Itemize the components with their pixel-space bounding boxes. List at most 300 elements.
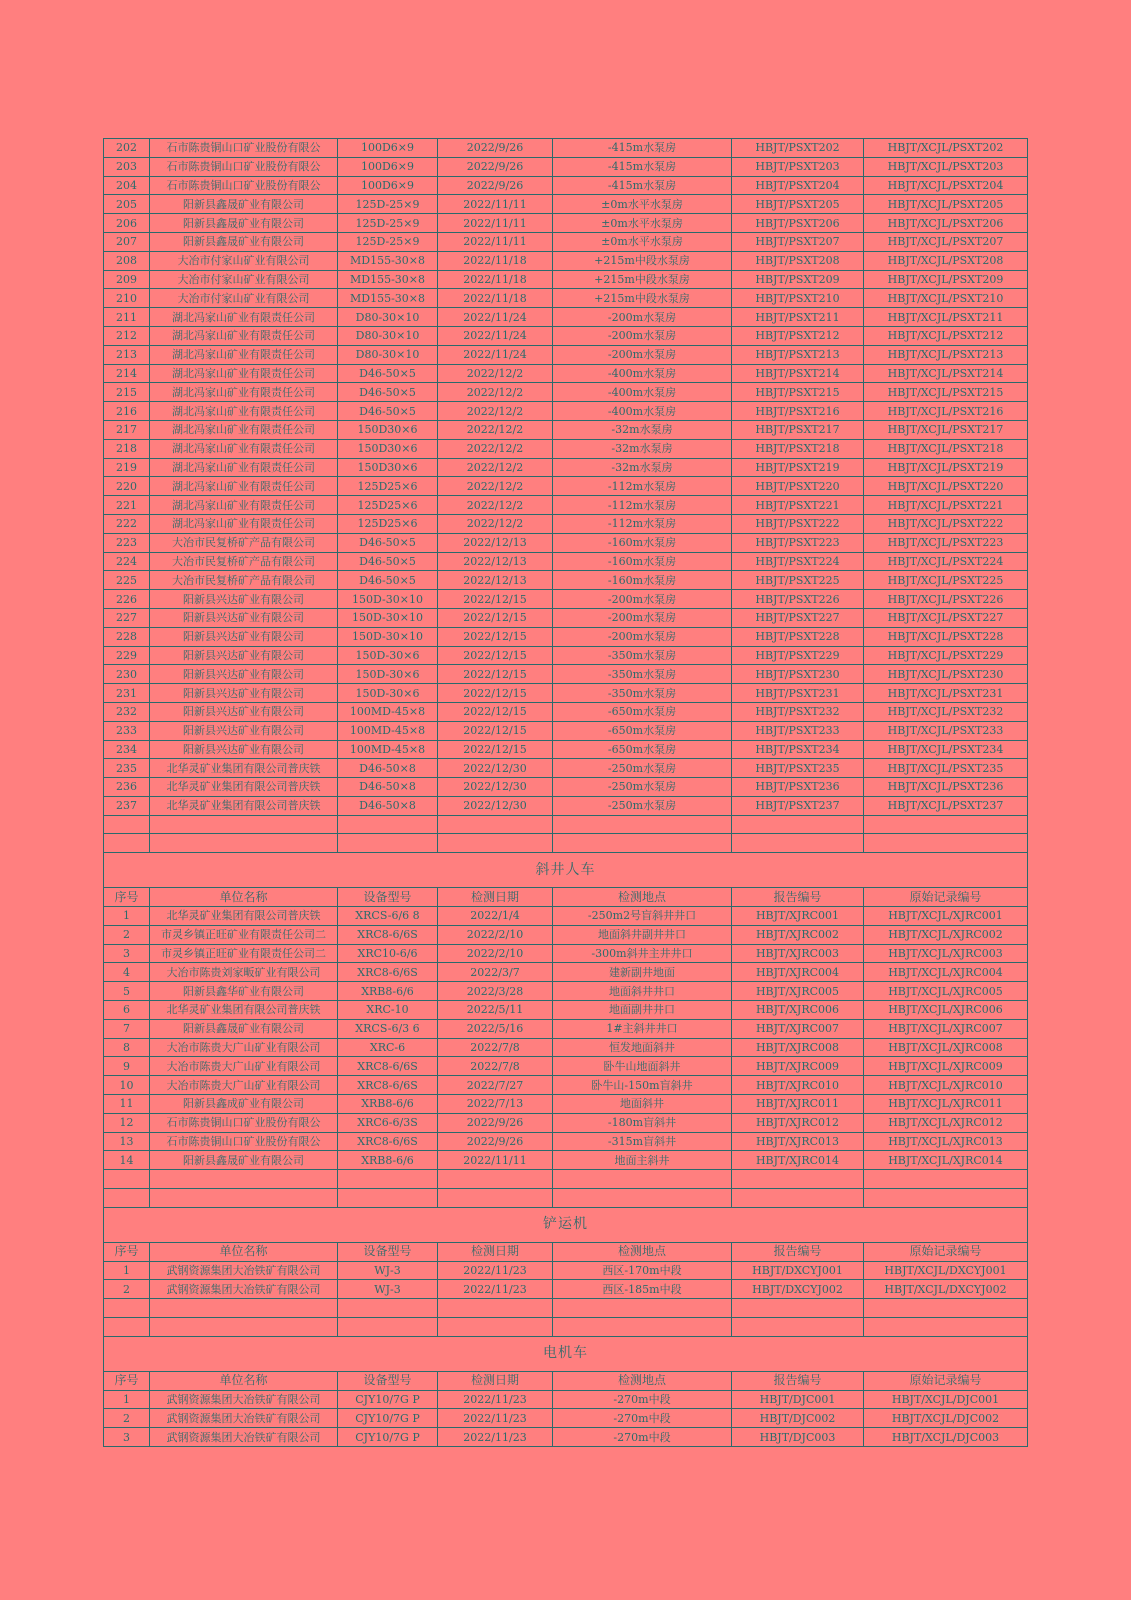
unit-name-cell: 石市陈贵铜山口矿业股份有限公 <box>150 176 338 195</box>
table-body <box>104 139 1028 1447</box>
location-cell: -32m水泵房 <box>553 458 732 477</box>
record-no-cell: HBJT/XCJL/XJRC005 <box>864 982 1028 1001</box>
unit-name-cell: 阳新县兴达矿业有限公司 <box>150 740 338 759</box>
report-no-cell: HBJT/PSXT212 <box>732 326 864 345</box>
record-no-cell: HBJT/XCJL/PSXT225 <box>864 571 1028 590</box>
unit-name-cell: 北华灵矿业集团有限公司普庆铁 <box>150 759 338 778</box>
empty-cell <box>438 1170 553 1189</box>
unit-name-cell: 市灵乡镇正旺矿业有限责任公司二 <box>150 925 338 944</box>
date-cell: 2022/11/23 <box>438 1428 553 1447</box>
seq-cell: 5 <box>104 982 150 1001</box>
model-cell: MD155-30×8 <box>338 289 438 308</box>
table-row <box>104 1428 1028 1447</box>
date-cell: 2022/9/26 <box>438 139 553 158</box>
table-row <box>104 1409 1028 1428</box>
model-cell: XRCS-6/3 6 <box>338 1019 438 1038</box>
model-cell: 125D-25×9 <box>338 232 438 251</box>
record-no-cell: HBJT/XCJL/PSXT226 <box>864 590 1028 609</box>
table-row <box>104 590 1028 609</box>
unit-name-cell: 石市陈贵铜山口矿业股份有限公 <box>150 139 338 158</box>
report-no-cell: HBJT/PSXT213 <box>732 345 864 364</box>
model-cell: CJY10/7G P <box>338 1409 438 1428</box>
empty-cell <box>864 815 1028 834</box>
seq-cell: 4 <box>104 963 150 982</box>
empty-cell <box>864 834 1028 853</box>
model-cell: XRC8-6/6S <box>338 925 438 944</box>
report-no-cell: HBJT/PSXT202 <box>732 139 864 158</box>
table-row <box>104 1019 1028 1038</box>
unit-name-cell: 大冶市陈贵大广山矿业有限公司 <box>150 1057 338 1076</box>
unit-name-cell: 阳新县鑫晟矿业有限公司 <box>150 214 338 233</box>
table-row <box>104 665 1028 684</box>
unit-name-cell: 武钢资源集团大冶铁矿有限公司 <box>150 1280 338 1299</box>
empty-cell <box>732 834 864 853</box>
seq-cell: 217 <box>104 420 150 439</box>
report-no-cell: HBJT/XJRC002 <box>732 925 864 944</box>
report-no-cell: HBJT/PSXT224 <box>732 552 864 571</box>
empty-cell <box>104 1189 150 1208</box>
table-row <box>104 608 1028 627</box>
seq-cell: 207 <box>104 232 150 251</box>
table-row <box>104 759 1028 778</box>
report-no-cell: HBJT/PSXT229 <box>732 646 864 665</box>
record-no-cell: HBJT/XCJL/PSXT228 <box>864 627 1028 646</box>
location-cell: 西区-170m中段 <box>553 1261 732 1280</box>
table-row <box>104 1095 1028 1114</box>
unit-name-cell: 阳新县鑫晟矿业有限公司 <box>150 195 338 214</box>
seq-cell: 8 <box>104 1038 150 1057</box>
record-no-cell: HBJT/XCJL/PSXT231 <box>864 684 1028 703</box>
table-row <box>104 684 1028 703</box>
location-cell: -650m水泵房 <box>553 721 732 740</box>
date-cell: 2022/11/24 <box>438 345 553 364</box>
report-no-cell: HBJT/PSXT210 <box>732 289 864 308</box>
report-no-cell: HBJT/DJC002 <box>732 1409 864 1428</box>
table-row <box>104 1038 1028 1057</box>
seq-cell: 235 <box>104 759 150 778</box>
unit-name-cell: 武钢资源集团大冶铁矿有限公司 <box>150 1428 338 1447</box>
unit-name-cell: 石市陈贵铜山口矿业股份有限公 <box>150 157 338 176</box>
unit-name-cell: 阳新县鑫成矿业有限公司 <box>150 1095 338 1114</box>
date-cell: 2022/11/23 <box>438 1409 553 1428</box>
location-cell: -180m盲斜井 <box>553 1113 732 1132</box>
report-no-cell: HBJT/PSXT227 <box>732 608 864 627</box>
model-cell: 125D25×6 <box>338 514 438 533</box>
report-no-cell: HBJT/PSXT237 <box>732 796 864 815</box>
empty-cell <box>338 1299 438 1318</box>
seq-cell: 228 <box>104 627 150 646</box>
location-cell: 西区-185m中段 <box>553 1280 732 1299</box>
seq-cell: 218 <box>104 439 150 458</box>
location-cell: +215m中段水泵房 <box>553 270 732 289</box>
column-header: 单位名称 <box>150 1371 338 1390</box>
date-cell: 2022/9/26 <box>438 157 553 176</box>
column-header: 序号 <box>104 888 150 907</box>
model-cell: XRCS-6/6 8 <box>338 907 438 926</box>
model-cell: 125D25×6 <box>338 477 438 496</box>
model-cell: 150D-30×10 <box>338 590 438 609</box>
record-no-cell: HBJT/XCJL/PSXT236 <box>864 778 1028 797</box>
record-no-cell: HBJT/XCJL/PSXT234 <box>864 740 1028 759</box>
empty-cell <box>732 1318 864 1337</box>
record-no-cell: HBJT/XCJL/PSXT221 <box>864 496 1028 515</box>
record-no-cell: HBJT/XCJL/PSXT209 <box>864 270 1028 289</box>
section-title-row <box>104 1336 1028 1371</box>
location-cell: 卧牛山-150m盲斜井 <box>553 1076 732 1095</box>
location-cell: -415m水泵房 <box>553 157 732 176</box>
report-no-cell: HBJT/DJC003 <box>732 1428 864 1447</box>
model-cell: 100D6×9 <box>338 139 438 158</box>
model-cell: 150D30×6 <box>338 420 438 439</box>
unit-name-cell: 大冶市民复桥矿产品有限公司 <box>150 533 338 552</box>
model-cell: D46-50×5 <box>338 552 438 571</box>
table-row <box>104 1076 1028 1095</box>
unit-name-cell: 湖北冯家山矿业有限责任公司 <box>150 364 338 383</box>
location-cell: -160m水泵房 <box>553 571 732 590</box>
column-header: 序号 <box>104 1371 150 1390</box>
empty-cell <box>438 1318 553 1337</box>
model-cell: D46-50×8 <box>338 796 438 815</box>
model-cell: D46-50×5 <box>338 364 438 383</box>
report-no-cell: HBJT/PSXT220 <box>732 477 864 496</box>
record-no-cell: HBJT/XCJL/PSXT235 <box>864 759 1028 778</box>
location-cell: -250m2号盲斜井井口 <box>553 907 732 926</box>
empty-cell <box>438 1189 553 1208</box>
date-cell: 2022/11/23 <box>438 1261 553 1280</box>
record-no-cell: HBJT/XCJL/PSXT212 <box>864 326 1028 345</box>
seq-cell: 2 <box>104 925 150 944</box>
location-cell: -200m水泵房 <box>553 345 732 364</box>
record-no-cell: HBJT/XCJL/PSXT206 <box>864 214 1028 233</box>
model-cell: 125D25×6 <box>338 496 438 515</box>
report-no-cell: HBJT/XJRC003 <box>732 944 864 963</box>
empty-cell <box>864 1189 1028 1208</box>
section-title: 电机车 <box>104 1336 1028 1371</box>
location-cell: -200m水泵房 <box>553 326 732 345</box>
location-cell: -112m水泵房 <box>553 496 732 515</box>
record-no-cell: HBJT/XCJL/DXCYJ002 <box>864 1280 1028 1299</box>
empty-cell <box>104 1170 150 1189</box>
report-no-cell: HBJT/PSXT205 <box>732 195 864 214</box>
table-row <box>104 1280 1028 1299</box>
empty-cell <box>150 815 338 834</box>
table-row <box>104 702 1028 721</box>
empty-cell <box>732 1189 864 1208</box>
seq-cell: 209 <box>104 270 150 289</box>
record-no-cell: HBJT/XCJL/PSXT227 <box>864 608 1028 627</box>
location-cell: -650m水泵房 <box>553 740 732 759</box>
report-no-cell: HBJT/XJRC004 <box>732 963 864 982</box>
date-cell: 2022/11/24 <box>438 308 553 327</box>
date-cell: 2022/11/23 <box>438 1280 553 1299</box>
location-cell: +215m中段水泵房 <box>553 251 732 270</box>
report-no-cell: HBJT/PSXT231 <box>732 684 864 703</box>
location-cell: ±0m水平水泵房 <box>553 214 732 233</box>
blank-row <box>104 815 1028 834</box>
report-no-cell: HBJT/PSXT228 <box>732 627 864 646</box>
table-row <box>104 1057 1028 1076</box>
location-cell: -315m盲斜井 <box>553 1132 732 1151</box>
table-row <box>104 778 1028 797</box>
column-header: 原始记录编号 <box>864 888 1028 907</box>
model-cell: XRC8-6/6S <box>338 963 438 982</box>
location-cell: 1#主斜井井口 <box>553 1019 732 1038</box>
seq-cell: 233 <box>104 721 150 740</box>
seq-cell: 211 <box>104 308 150 327</box>
unit-name-cell: 石市陈贵铜山口矿业股份有限公 <box>150 1113 338 1132</box>
table-row <box>104 383 1028 402</box>
unit-name-cell: 大冶市陈贵大广山矿业有限公司 <box>150 1038 338 1057</box>
unit-name-cell: 阳新县兴达矿业有限公司 <box>150 702 338 721</box>
column-header: 原始记录编号 <box>864 1371 1028 1390</box>
model-cell: XRB8-6/6 <box>338 1095 438 1114</box>
table-row <box>104 477 1028 496</box>
model-cell: CJY10/7G P <box>338 1390 438 1409</box>
location-cell: +215m中段水泵房 <box>553 289 732 308</box>
report-no-cell: HBJT/PSXT206 <box>732 214 864 233</box>
table-row <box>104 458 1028 477</box>
empty-cell <box>864 1170 1028 1189</box>
location-cell: ±0m水平水泵房 <box>553 195 732 214</box>
column-header: 设备型号 <box>338 1242 438 1261</box>
model-cell: 100MD-45×8 <box>338 721 438 740</box>
unit-name-cell: 大冶市陈贵刘家畈矿业有限公司 <box>150 963 338 982</box>
date-cell: 2022/12/2 <box>438 383 553 402</box>
seq-cell: 236 <box>104 778 150 797</box>
empty-cell <box>338 834 438 853</box>
column-header-row <box>104 1371 1028 1390</box>
empty-cell <box>732 815 864 834</box>
column-header: 检测地点 <box>553 888 732 907</box>
report-no-cell: HBJT/PSXT218 <box>732 439 864 458</box>
table-row <box>104 514 1028 533</box>
model-cell: XRB8-6/6 <box>338 1151 438 1170</box>
date-cell: 2022/7/8 <box>438 1038 553 1057</box>
model-cell: D46-50×8 <box>338 759 438 778</box>
seq-cell: 206 <box>104 214 150 233</box>
record-no-cell: HBJT/XCJL/PSXT205 <box>864 195 1028 214</box>
date-cell: 2022/9/26 <box>438 1113 553 1132</box>
column-header: 报告编号 <box>732 1371 864 1390</box>
location-cell: 地面主斜井 <box>553 1151 732 1170</box>
model-cell: D80-30×10 <box>338 308 438 327</box>
blank-row <box>104 1189 1028 1208</box>
date-cell: 2022/3/7 <box>438 963 553 982</box>
date-cell: 2022/2/10 <box>438 925 553 944</box>
unit-name-cell: 湖北冯家山矿业有限责任公司 <box>150 477 338 496</box>
empty-cell <box>553 1318 732 1337</box>
model-cell: 100D6×9 <box>338 176 438 195</box>
seq-cell: 219 <box>104 458 150 477</box>
table-row <box>104 1113 1028 1132</box>
record-no-cell: HBJT/XCJL/PSXT217 <box>864 420 1028 439</box>
record-no-cell: HBJT/XCJL/DJC003 <box>864 1428 1028 1447</box>
report-no-cell: HBJT/DJC001 <box>732 1390 864 1409</box>
unit-name-cell: 大冶市民复桥矿产品有限公司 <box>150 571 338 590</box>
location-cell: -415m水泵房 <box>553 176 732 195</box>
unit-name-cell: 湖北冯家山矿业有限责任公司 <box>150 514 338 533</box>
location-cell: -350m水泵房 <box>553 646 732 665</box>
table-row <box>104 139 1028 158</box>
record-no-cell: HBJT/XCJL/PSXT220 <box>864 477 1028 496</box>
model-cell: XRC8-6/6S <box>338 1057 438 1076</box>
seq-cell: 210 <box>104 289 150 308</box>
report-no-cell: HBJT/PSXT223 <box>732 533 864 552</box>
empty-cell <box>150 1318 338 1337</box>
column-header: 检测日期 <box>438 888 553 907</box>
empty-cell <box>438 1299 553 1318</box>
date-cell: 2022/5/11 <box>438 1001 553 1020</box>
date-cell: 2022/12/15 <box>438 740 553 759</box>
location-cell: 地面副井井口 <box>553 1001 732 1020</box>
empty-cell <box>553 834 732 853</box>
date-cell: 2022/3/28 <box>438 982 553 1001</box>
table-row <box>104 364 1028 383</box>
record-no-cell: HBJT/XCJL/DJC001 <box>864 1390 1028 1409</box>
date-cell: 2022/11/18 <box>438 270 553 289</box>
section-title-row <box>104 853 1028 888</box>
seq-cell: 204 <box>104 176 150 195</box>
unit-name-cell: 北华灵矿业集团有限公司普庆铁 <box>150 796 338 815</box>
model-cell: 125D-25×9 <box>338 195 438 214</box>
seq-cell: 226 <box>104 590 150 609</box>
report-no-cell: HBJT/PSXT230 <box>732 665 864 684</box>
report-no-cell: HBJT/XJRC011 <box>732 1095 864 1114</box>
model-cell: 100MD-45×8 <box>338 702 438 721</box>
table-row <box>104 533 1028 552</box>
empty-cell <box>553 1189 732 1208</box>
record-no-cell: HBJT/XCJL/DJC002 <box>864 1409 1028 1428</box>
location-cell: -400m水泵房 <box>553 383 732 402</box>
unit-name-cell: 大冶市付家山矿业有限公司 <box>150 289 338 308</box>
empty-cell <box>553 815 732 834</box>
location-cell: 地面斜井副井井口 <box>553 925 732 944</box>
date-cell: 2022/7/13 <box>438 1095 553 1114</box>
seq-cell: 14 <box>104 1151 150 1170</box>
seq-cell: 224 <box>104 552 150 571</box>
date-cell: 2022/11/23 <box>438 1390 553 1409</box>
unit-name-cell: 武钢资源集团大冶铁矿有限公司 <box>150 1409 338 1428</box>
seq-cell: 229 <box>104 646 150 665</box>
location-cell: -400m水泵房 <box>553 364 732 383</box>
seq-cell: 215 <box>104 383 150 402</box>
location-cell: -32m水泵房 <box>553 439 732 458</box>
report-no-cell: HBJT/PSXT203 <box>732 157 864 176</box>
seq-cell: 213 <box>104 345 150 364</box>
seq-cell: 2 <box>104 1280 150 1299</box>
section-title: 铲运机 <box>104 1207 1028 1242</box>
model-cell: D46-50×5 <box>338 571 438 590</box>
report-no-cell: HBJT/PSXT217 <box>732 420 864 439</box>
date-cell: 2022/12/2 <box>438 496 553 515</box>
unit-name-cell: 阳新县鑫晟矿业有限公司 <box>150 1019 338 1038</box>
empty-cell <box>150 1189 338 1208</box>
column-header: 设备型号 <box>338 888 438 907</box>
column-header: 原始记录编号 <box>864 1242 1028 1261</box>
date-cell: 2022/1/4 <box>438 907 553 926</box>
record-no-cell: HBJT/XCJL/XJRC011 <box>864 1095 1028 1114</box>
date-cell: 2022/5/16 <box>438 1019 553 1038</box>
record-no-cell: HBJT/XCJL/PSXT222 <box>864 514 1028 533</box>
record-no-cell: HBJT/XCJL/PSXT237 <box>864 796 1028 815</box>
model-cell: D80-30×10 <box>338 345 438 364</box>
table-row <box>104 195 1028 214</box>
table-row <box>104 270 1028 289</box>
location-cell: -250m水泵房 <box>553 759 732 778</box>
column-header-row <box>104 888 1028 907</box>
model-cell: D46-50×8 <box>338 778 438 797</box>
date-cell: 2022/12/2 <box>438 514 553 533</box>
table-row <box>104 308 1028 327</box>
report-no-cell: HBJT/PSXT211 <box>732 308 864 327</box>
report-no-cell: HBJT/PSXT209 <box>732 270 864 289</box>
record-no-cell: HBJT/XCJL/PSXT213 <box>864 345 1028 364</box>
column-header-row <box>104 1242 1028 1261</box>
date-cell: 2022/12/2 <box>438 439 553 458</box>
record-no-cell: HBJT/XCJL/PSXT219 <box>864 458 1028 477</box>
record-no-cell: HBJT/XCJL/XJRC007 <box>864 1019 1028 1038</box>
table-row <box>104 157 1028 176</box>
record-no-cell: HBJT/XCJL/PSXT207 <box>864 232 1028 251</box>
date-cell: 2022/12/15 <box>438 590 553 609</box>
column-header: 设备型号 <box>338 1371 438 1390</box>
table-row <box>104 740 1028 759</box>
model-cell: 150D-30×6 <box>338 665 438 684</box>
table-row <box>104 982 1028 1001</box>
location-cell: 恒发地面斜井 <box>553 1038 732 1057</box>
record-no-cell: HBJT/XCJL/PSXT210 <box>864 289 1028 308</box>
record-no-cell: HBJT/XCJL/PSXT230 <box>864 665 1028 684</box>
report-no-cell: HBJT/PSXT208 <box>732 251 864 270</box>
model-cell: 150D30×6 <box>338 439 438 458</box>
record-no-cell: HBJT/XCJL/PSXT203 <box>864 157 1028 176</box>
model-cell: 100D6×9 <box>338 157 438 176</box>
location-cell: -112m水泵房 <box>553 477 732 496</box>
record-no-cell: HBJT/XCJL/PSXT223 <box>864 533 1028 552</box>
model-cell: 150D-30×10 <box>338 627 438 646</box>
report-no-cell: HBJT/PSXT204 <box>732 176 864 195</box>
seq-cell: 223 <box>104 533 150 552</box>
table-row <box>104 796 1028 815</box>
blank-row <box>104 834 1028 853</box>
unit-name-cell: 阳新县鑫华矿业有限公司 <box>150 982 338 1001</box>
table-row <box>104 232 1028 251</box>
location-cell: -270m中段 <box>553 1409 732 1428</box>
record-no-cell: HBJT/XCJL/PSXT232 <box>864 702 1028 721</box>
unit-name-cell: 北华灵矿业集团有限公司普庆铁 <box>150 1001 338 1020</box>
location-cell: -650m水泵房 <box>553 702 732 721</box>
report-no-cell: HBJT/PSXT235 <box>732 759 864 778</box>
table-row <box>104 721 1028 740</box>
seq-cell: 13 <box>104 1132 150 1151</box>
seq-cell: 214 <box>104 364 150 383</box>
date-cell: 2022/12/30 <box>438 796 553 815</box>
date-cell: 2022/12/2 <box>438 364 553 383</box>
record-no-cell: HBJT/XCJL/PSXT214 <box>864 364 1028 383</box>
date-cell: 2022/11/11 <box>438 232 553 251</box>
date-cell: 2022/11/11 <box>438 195 553 214</box>
date-cell: 2022/11/18 <box>438 289 553 308</box>
empty-cell <box>438 815 553 834</box>
empty-cell <box>864 1299 1028 1318</box>
empty-cell <box>104 815 150 834</box>
report-no-cell: HBJT/PSXT216 <box>732 402 864 421</box>
seq-cell: 10 <box>104 1076 150 1095</box>
date-cell: 2022/12/2 <box>438 477 553 496</box>
unit-name-cell: 阳新县兴达矿业有限公司 <box>150 627 338 646</box>
unit-name-cell: 湖北冯家山矿业有限责任公司 <box>150 326 338 345</box>
date-cell: 2022/11/11 <box>438 1151 553 1170</box>
